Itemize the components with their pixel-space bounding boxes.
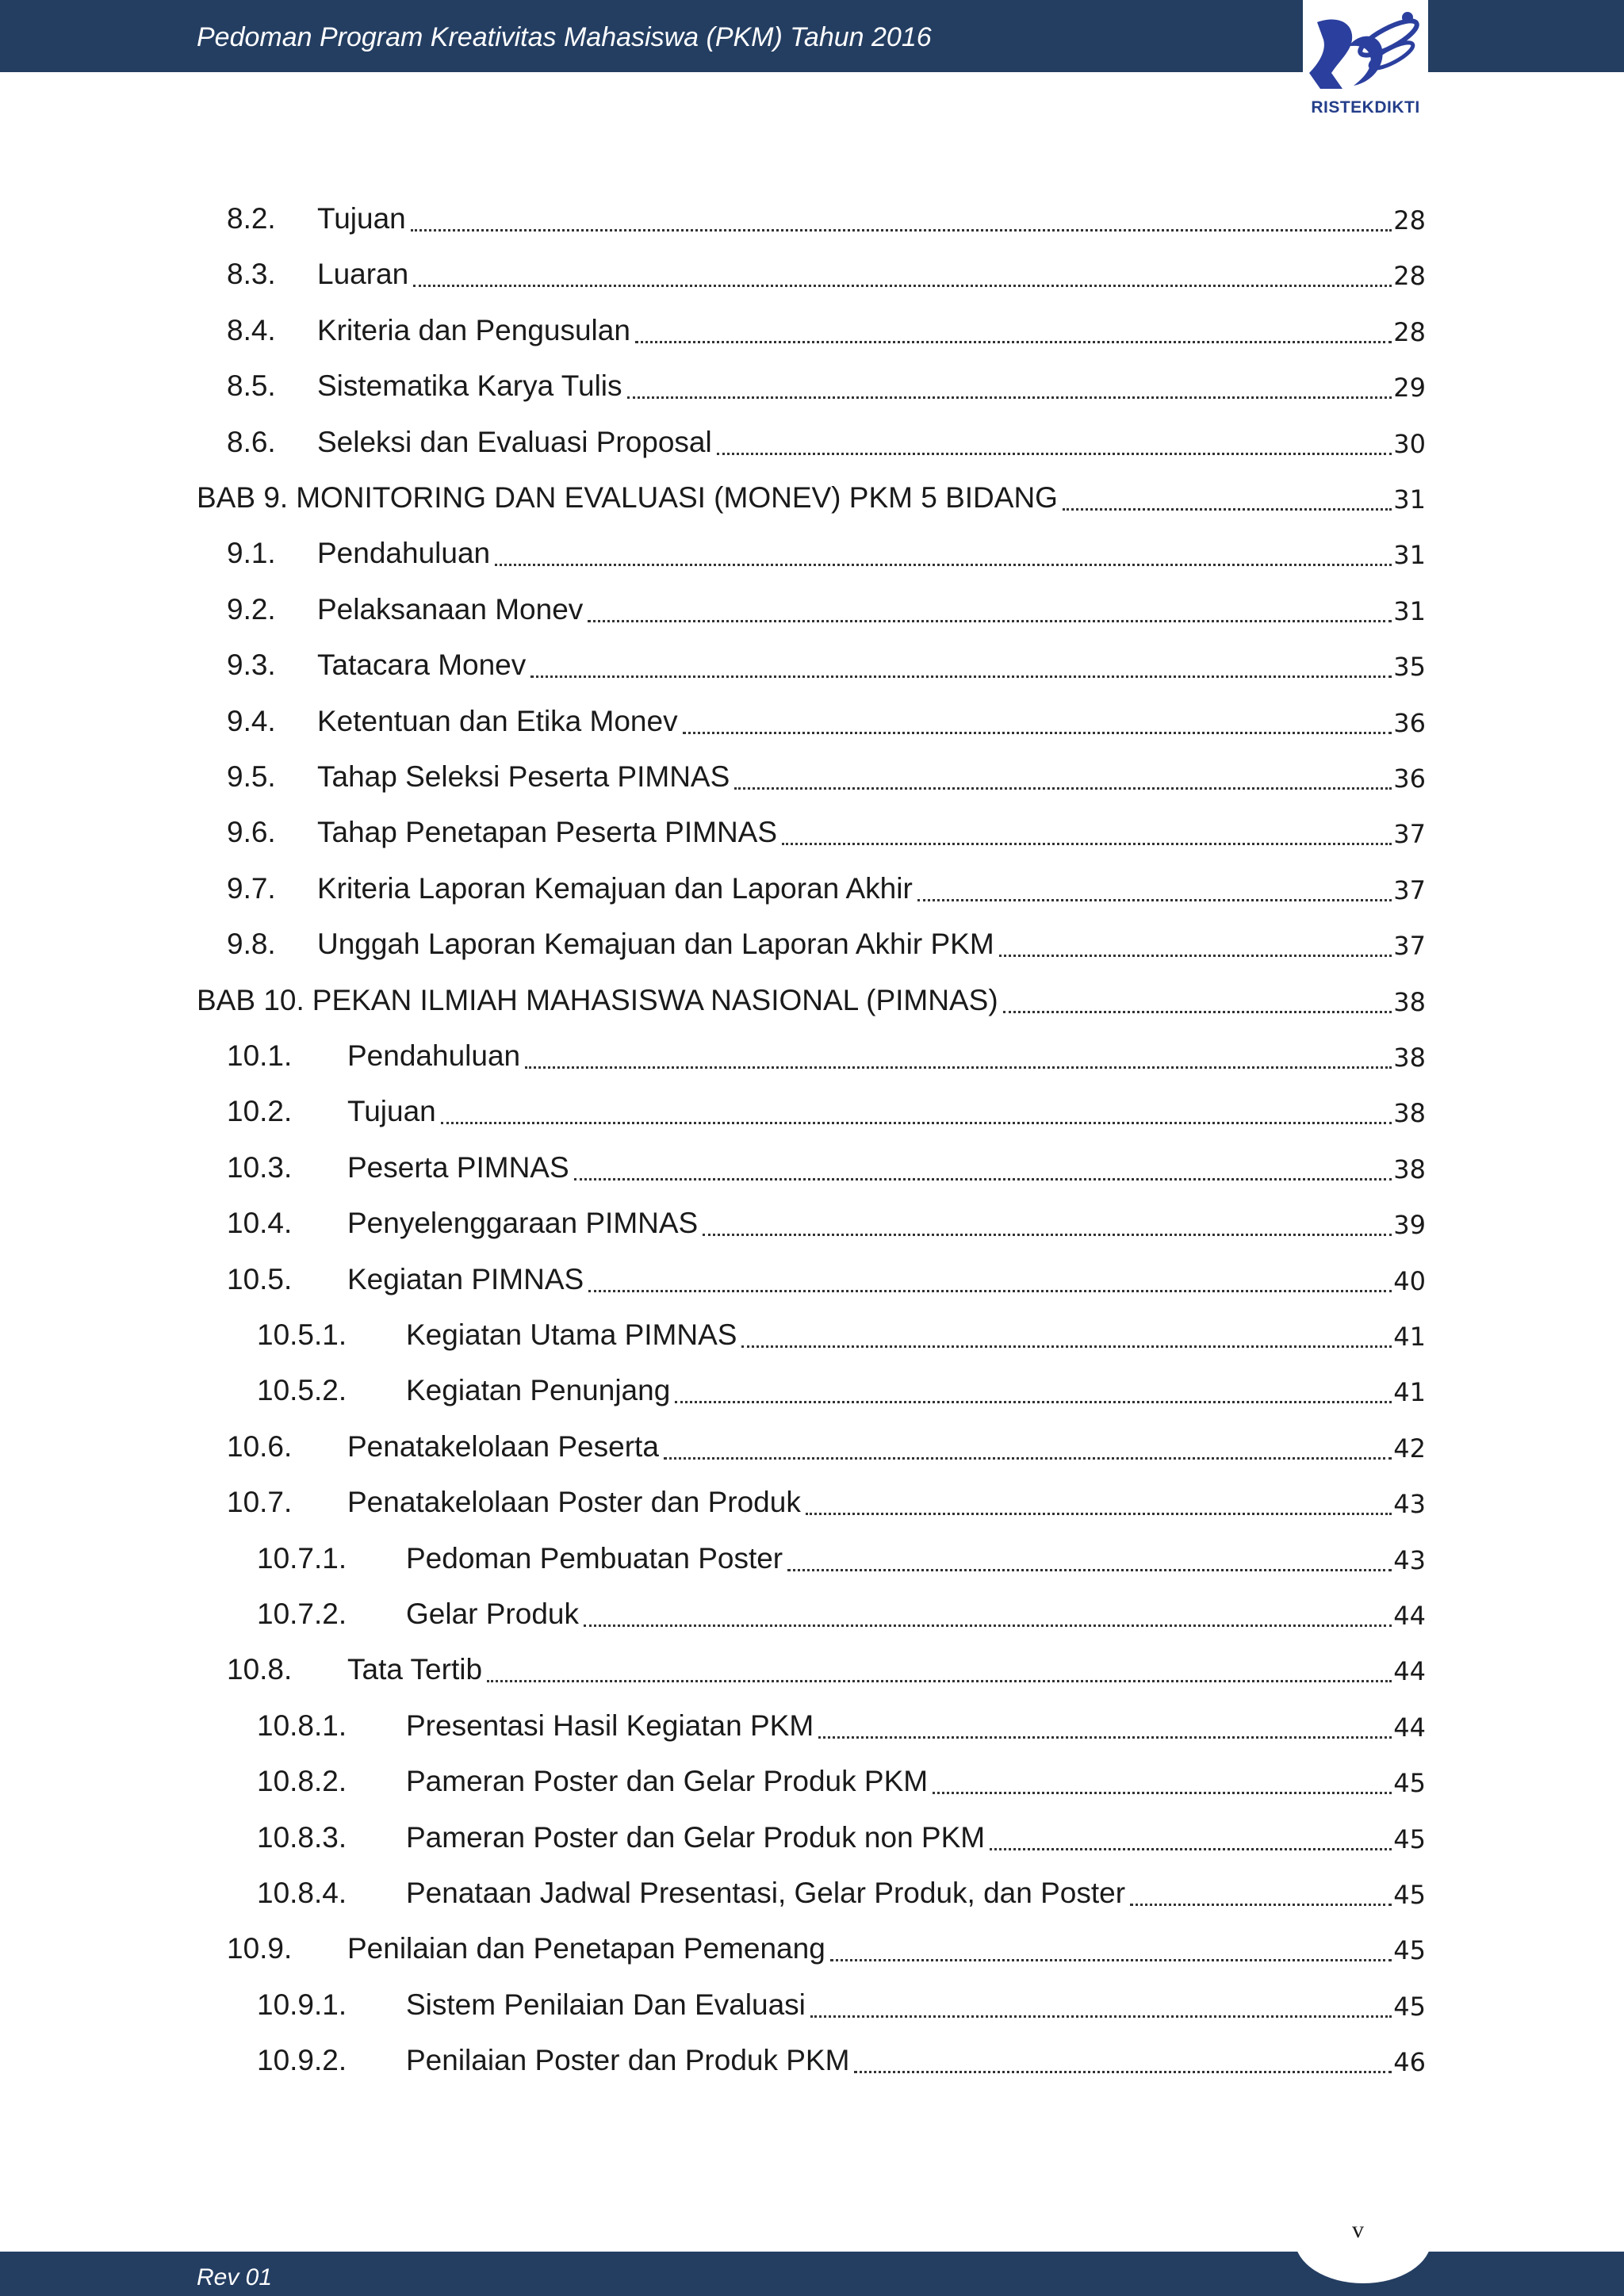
toc-entry-title: Pameran Poster dan Gelar Produk PKM [406,1765,929,1797]
toc-entry[interactable] [227,193,1426,233]
toc-entry-number: BAB 9. [197,481,289,514]
toc-entry-title: PEKAN ILMIAH MAHASISWA NASIONAL (PIMNAS) [312,984,998,1016]
toc-entry-number: 10.9. [227,1932,293,1965]
toc-leader-dots [933,1770,1392,1794]
toc-leader-dots [787,1548,1392,1571]
toc-entry[interactable] [227,1086,1426,1126]
toc-entry[interactable] [227,696,1426,736]
toc-entry[interactable] [197,975,1426,1015]
toc-entry-title: Tatacara Monev [317,649,527,681]
toc-entry-title: Penatakelolaan Peserta [347,1430,659,1463]
toc-entry-number: 10.5.2. [257,1374,347,1406]
toc-leader-dots [413,263,1392,287]
toc-entry-number: 8.6. [227,426,276,458]
document-header-title: Pedoman Program Kreativitas Mahasiswa (PKM) Tahun 2016 [197,22,932,52]
toc-entry-title: Peserta PIMNAS [347,1151,569,1184]
toc-entry-page: 41 [1393,1377,1426,1407]
toc-entry-title: Unggah Laporan Kemajuan dan Laporan Akhir PKM [317,928,994,960]
toc-entry[interactable] [257,1589,1426,1631]
toc-entry[interactable] [227,528,1426,568]
toc-leader-dots [675,1380,1392,1403]
toc-entry[interactable] [257,1533,1426,1573]
toc-entry-number: 10.8. [227,1653,293,1686]
toc-entry-number: 9.7. [227,872,276,905]
toc-entry-number: BAB 10. [197,984,304,1016]
toc-leader-dots [683,710,1392,734]
toc-leader-dots [717,431,1392,455]
toc-entry[interactable] [227,249,1426,289]
toc-entry-page: 44 [1393,1712,1426,1743]
toc-entry-number: 9.3. [227,649,276,681]
toc-leader-dots [530,654,1392,678]
toc-entry-number: 9.1. [227,537,276,569]
toc-entry-number: 10.5. [227,1263,293,1295]
toc-entry-page: 45 [1393,1880,1426,1910]
toc-entry[interactable] [227,1254,1426,1294]
toc-entry-page: 43 [1393,1489,1426,1519]
toc-entry[interactable] [257,1868,1426,1908]
toc-leader-dots [588,1269,1392,1292]
toc-entry-title: Penataan Jadwal Presentasi, Gelar Produk, dan Poster [406,1877,1126,1909]
toc-leader-dots [588,599,1392,622]
toc-entry-page: 39 [1393,1210,1426,1240]
toc-entry-title: Pendahuluan [347,1039,521,1072]
toc-leader-dots [854,2049,1392,2073]
toc-entry-number: 10.1. [227,1039,293,1072]
toc-entry-title: Penyelenggaraan PIMNAS [347,1207,699,1239]
toc-entry-page: 37 [1393,875,1426,905]
toc-entry-title: Tata Tertib [347,1653,483,1686]
toc-entry[interactable] [227,752,1426,794]
toc-entry-title: Presentasi Hasil Kegiatan PKM [406,1709,814,1742]
toc-entry-title: Penilaian dan Penetapan Pemenang [347,1932,825,1965]
toc-entry-page: 36 [1393,763,1426,794]
toc-entry-page: 31 [1393,540,1426,570]
toc-entry-title: Pameran Poster dan Gelar Produk non PKM [406,1821,986,1854]
toc-entry-number: 10.2. [227,1095,293,1127]
toc-entry-title: Sistematika Karya Tulis [317,369,622,402]
toc-entry[interactable] [227,1422,1426,1464]
toc-leader-dots [810,1994,1392,2018]
toc-entry-number: 10.8.1. [257,1709,347,1742]
toc-entry[interactable] [257,1701,1426,1743]
toc-entry-title: Tahap Seleksi Peserta PIMNAS [317,760,730,793]
toc-entry[interactable] [227,863,1426,903]
toc-entry-page: 45 [1393,1824,1426,1854]
toc-entry-page: 35 [1393,652,1426,682]
toc-leader-dots [664,1436,1392,1460]
toc-entry-number: 10.5.1. [257,1318,347,1351]
toc-entry-number: 10.7. [227,1486,293,1518]
toc-entry-title: Gelar Produk [406,1598,579,1630]
toc-entry-page: 31 [1393,596,1426,626]
toc-entry-page: 28 [1393,205,1426,235]
toc-entry[interactable] [227,1923,1426,1963]
toc-leader-dots [441,1100,1392,1124]
toc-entry-page: 45 [1393,1935,1426,1965]
toc-entry-page: 37 [1393,819,1426,849]
toc-entry[interactable] [227,1644,1426,1684]
toc-entry-title: Sistem Penilaian Dan Evaluasi [406,1988,806,2021]
toc-entry-page: 38 [1393,1098,1426,1128]
toc-entry-title: Kegiatan Utama PIMNAS [406,1318,737,1351]
toc-entry-number: 10.9.2. [257,2044,347,2076]
toc-entry-number: 10.7.2. [257,1598,347,1630]
page-number: v [1352,2217,1364,2243]
toc-entry-number: 10.8.2. [257,1765,347,1797]
toc-entry-number: 8.2. [227,202,276,235]
toc-entry-page: 44 [1393,1656,1426,1686]
toc-entry-number: 8.3. [227,258,276,290]
toc-entry[interactable] [227,305,1426,345]
toc-entry-number: 10.4. [227,1207,293,1239]
toc-leader-dots [818,1715,1392,1739]
toc-entry[interactable] [227,1031,1426,1073]
toc-entry-title: Pelaksanaan Monev [317,593,584,626]
toc-entry-page: 28 [1393,261,1426,291]
toc-leader-dots [806,1491,1392,1515]
toc-entry-page: 36 [1393,708,1426,738]
toc-entry[interactable] [227,919,1426,959]
toc-entry[interactable] [257,1310,1426,1352]
toc-entry[interactable] [227,807,1426,847]
toc-entry-number: 10.7.1. [257,1542,347,1575]
toc-entry-title: Penatakelolaan Poster dan Produk [347,1486,801,1518]
toc-entry-page: 29 [1393,373,1426,403]
toc-leader-dots [1063,487,1392,511]
toc-entry-title: Tahap Penetapan Peserta PIMNAS [317,816,778,848]
toc-entry-title: Kegiatan Penunjang [406,1374,671,1406]
logo-label: RISTEKDIKTI [1311,98,1420,117]
toc-leader-dots [734,766,1392,790]
toc-entry-number: 10.8.3. [257,1821,347,1854]
toc-leader-dots [1003,989,1392,1013]
toc-entry-page: 42 [1393,1433,1426,1464]
toc-leader-dots [703,1212,1392,1236]
toc-entry[interactable] [227,361,1426,403]
toc-entry-number: 8.4. [227,314,276,346]
toc-leader-dots [574,1157,1392,1181]
toc-entry-number: 9.4. [227,705,276,737]
toc-entry-title: Ketentuan dan Etika Monev [317,705,678,737]
toc-entry-title: Tujuan [347,1095,436,1127]
toc-entry-title: Penilaian Poster dan Produk PKM [406,2044,850,2076]
toc-entry-page: 41 [1393,1322,1426,1352]
toc-entry-title: Seleksi dan Evaluasi Proposal [317,426,712,458]
toc-entry[interactable] [257,2035,1426,2075]
toc-entry-number: 10.3. [227,1151,293,1184]
toc-entry[interactable] [227,584,1426,624]
toc-entry-number: 9.6. [227,816,276,848]
toc-leader-dots [1130,1882,1392,1906]
toc-entry-number: 10.8.4. [257,1877,347,1909]
toc-entry-number: 8.5. [227,369,276,402]
ristekdikti-emblem-icon [1303,0,1428,98]
toc-leader-dots [990,1827,1392,1850]
toc-entry-page: 46 [1393,2047,1426,2077]
toc-entry[interactable] [257,1365,1426,1405]
toc-entry[interactable] [197,473,1426,515]
revision-label: Rev 01 [197,2264,273,2290]
toc-entry-page: 28 [1393,317,1426,347]
toc-entry-page: 40 [1393,1266,1426,1296]
toc-entry[interactable] [227,1142,1426,1182]
toc-entry-number: 10.9.1. [257,1988,347,2021]
toc-entry-title: Kriteria Laporan Kemajuan dan Laporan Akhir [317,872,913,905]
toc-leader-dots [525,1045,1392,1069]
toc-entry-title: Luaran [317,258,409,290]
toc-entry-page: 30 [1393,429,1426,459]
toc-leader-dots [782,821,1392,845]
ristekdikti-logo [1303,0,1428,127]
toc-entry[interactable] [227,1198,1426,1238]
toc-entry-title: Pedoman Pembuatan Poster [406,1542,783,1575]
toc-leader-dots [830,1938,1392,1961]
toc-leader-dots [635,320,1392,343]
toc-entry-number: 9.5. [227,760,276,793]
toc-entry-title: Kegiatan PIMNAS [347,1263,584,1295]
toc-entry-title: MONITORING DAN EVALUASI (MONEV) PKM 5 BIDANG [296,481,1058,514]
toc-entry-page: 43 [1393,1545,1426,1575]
toc-entry-title: Pendahuluan [317,537,491,569]
toc-entry[interactable] [257,1812,1426,1852]
toc-entry[interactable] [227,417,1426,457]
toc-leader-dots [627,375,1392,399]
toc-leader-dots [584,1603,1392,1627]
toc-entry-page: 38 [1393,1154,1426,1184]
toc-entry[interactable] [227,1477,1426,1517]
toc-entry-page: 38 [1393,987,1426,1017]
toc-entry-number: 9.8. [227,928,276,960]
toc-leader-dots [917,878,1392,901]
toc-entry[interactable] [257,1756,1426,1796]
toc-entry-page: 44 [1393,1601,1426,1631]
toc-entry-number: 9.2. [227,593,276,626]
toc-entry-title: Kriteria dan Pengusulan [317,314,630,346]
toc-entry-page: 38 [1393,1043,1426,1073]
toc-entry-page: 45 [1393,1768,1426,1798]
toc-leader-dots [999,933,1392,957]
toc-leader-dots [495,542,1392,566]
toc-leader-dots [487,1659,1392,1682]
toc-entry-title: Tujuan [317,202,406,235]
toc-entry-page: 31 [1393,484,1426,515]
toc-entry[interactable] [227,640,1426,682]
toc-entry-number: 10.6. [227,1430,293,1463]
toc-leader-dots [411,208,1392,232]
toc-entry-page: 37 [1393,931,1426,961]
toc-leader-dots [741,1324,1392,1348]
toc-entry[interactable] [257,1980,1426,2022]
toc-entry-page: 45 [1393,1992,1426,2022]
